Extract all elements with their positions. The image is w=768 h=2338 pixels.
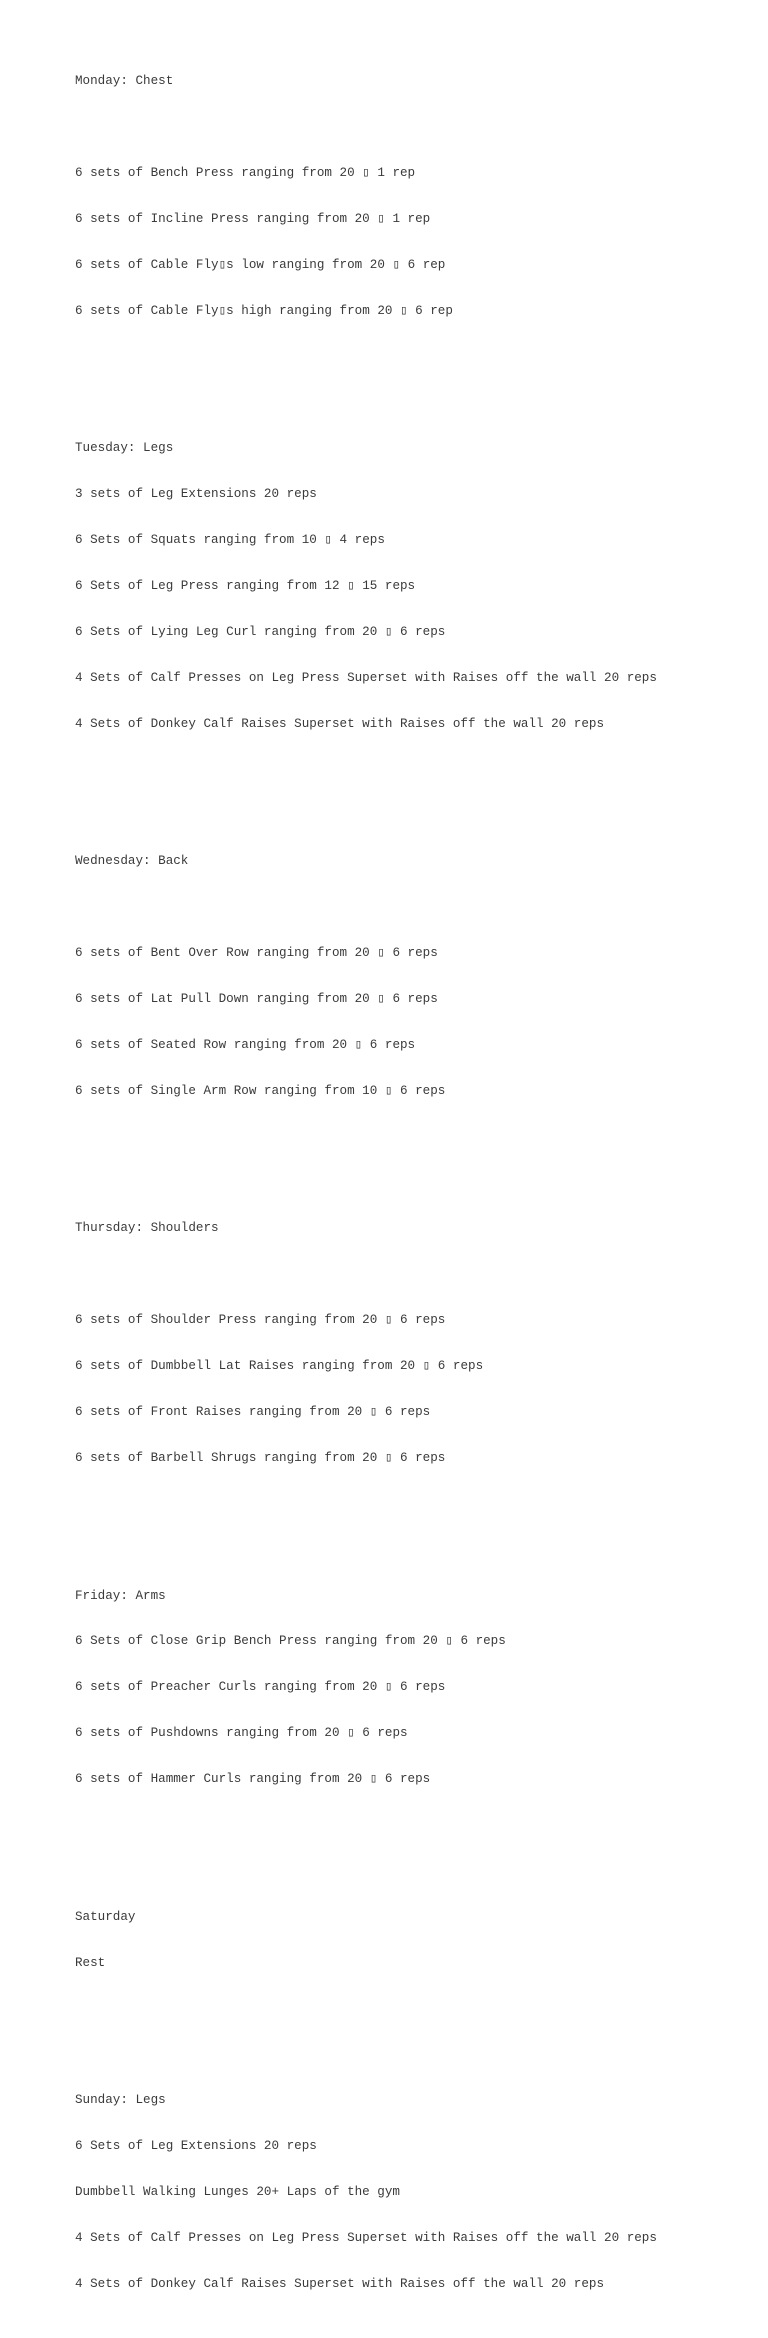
blank-line: [75, 1267, 755, 1282]
day-heading: Friday: Arms: [75, 1588, 166, 1603]
exercise-line: 4 Sets of Donkey Calf Raises Superset with Raises off the wall 20 reps: [75, 2276, 605, 2291]
exercise-line: 3 sets of Leg Extensions 20 reps: [75, 487, 317, 502]
day-section-friday: [75, 1558, 755, 1818]
day-section-saturday: [75, 1879, 755, 2001]
day-heading: Tuesday: Legs: [75, 441, 174, 456]
day-heading: Sunday: Legs: [75, 2093, 166, 2108]
day-section-tuesday: [75, 411, 755, 763]
exercise-line: 6 sets of Cable Fly▯s low ranging from 20 ▯ 6 rep: [75, 257, 446, 272]
exercise-line: 6 sets of Dumbbell Lat Raises ranging from 20 ▯ 6 reps: [75, 1359, 484, 1374]
exercise-line: 4 Sets of Donkey Calf Raises Superset with Raises off the wall 20 reps: [75, 716, 605, 731]
exercise-line: 6 Sets of Leg Press ranging from 12 ▯ 15 reps: [75, 578, 416, 593]
exercise-line: 6 sets of Cable Fly▯s high ranging from 20 ▯ 6 rep: [75, 303, 453, 318]
exercise-line: 6 sets of Front Raises ranging from 20 ▯ 6 reps: [75, 1405, 431, 1420]
exercise-line: 6 sets of Bent Over Row ranging from 20 ▯ 6 reps: [75, 946, 438, 961]
exercise-line: 6 Sets of Squats ranging from 10 ▯ 4 reps: [75, 533, 385, 548]
exercise-line: 6 sets of Incline Press ranging from 20 ▯ 1 rep: [75, 211, 431, 226]
exercise-line: 6 sets of Lat Pull Down ranging from 20 ▯ 6 reps: [75, 992, 438, 1006]
exercise-line: 6 sets of Single Arm Row ranging from 10 ▯ 6 reps: [75, 1083, 446, 1098]
day-section-sunday: [75, 2063, 755, 2323]
day-heading: Monday: Chest: [75, 74, 174, 89]
day-heading: Wednesday: Back: [75, 854, 189, 869]
day-section-thursday: [75, 1191, 755, 1497]
exercise-line: 6 sets of Hammer Curls ranging from 20 ▯ 6 reps: [75, 1772, 431, 1787]
exercise-line: 6 Sets of Leg Extensions 20 reps: [75, 2139, 317, 2154]
exercise-line: Rest: [75, 1955, 106, 1970]
exercise-line: Dumbbell Walking Lunges 20+ Laps of the gym: [75, 2185, 400, 2200]
exercise-line: 6 Sets of Close Grip Bench Press ranging from 20 ▯ 6 reps: [75, 1634, 506, 1649]
exercise-line: 4 Sets of Calf Presses on Leg Press Superset with Raises off the wall 20 reps: [75, 2231, 657, 2246]
exercise-line: 6 sets of Shoulder Press ranging from 20 ▯ 6 reps: [75, 1313, 446, 1328]
exercise-line: 6 sets of Pushdowns ranging from 20 ▯ 6 reps: [75, 1726, 408, 1741]
exercise-line: 6 sets of Preacher Curls ranging from 20 ▯ 6 reps: [75, 1680, 446, 1695]
blank-line: [75, 900, 755, 915]
exercise-line: 6 sets of Seated Row ranging from 20 ▯ 6 reps: [75, 1037, 416, 1052]
exercise-line: 6 sets of Bench Press ranging from 20 ▯ 1 rep: [75, 165, 416, 180]
day-heading: Saturday: [75, 1909, 136, 1924]
day-section-wednesday: [75, 824, 755, 1130]
day-heading: Thursday: Shoulders: [75, 1221, 219, 1236]
day-section-monday: [75, 44, 755, 350]
exercise-line: 4 Sets of Calf Presses on Leg Press Superset with Raises off the wall 20 reps: [75, 670, 657, 685]
blank-line: [75, 120, 755, 135]
exercise-line: 6 sets of Barbell Shrugs ranging from 20 ▯ 6 reps: [75, 1450, 446, 1465]
workout-document: [75, 13, 755, 2338]
exercise-line: 6 Sets of Lying Leg Curl ranging from 20 ▯ 6 reps: [75, 624, 446, 639]
